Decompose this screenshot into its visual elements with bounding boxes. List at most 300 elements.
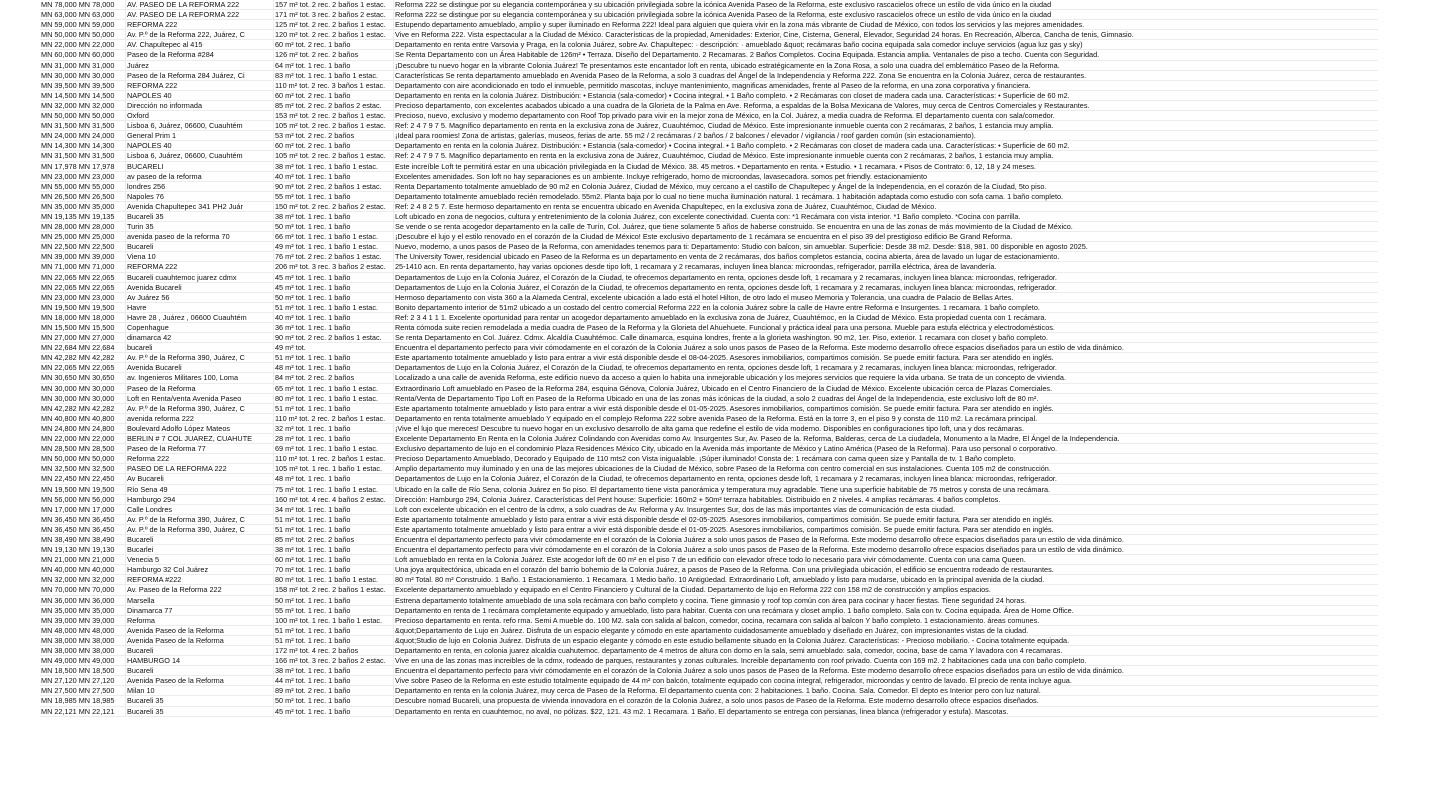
description-cell[interactable]: Precioso, nuevo, exclusivo y moderno departamento con Roof Top privado para vivir en la mejor zona de México, en la Col. Juárez, a media cuadra de Reforma. El departamento cuenta con sala/comedor. bbox=[395, 111, 1055, 121]
price-cell[interactable]: MN 19,500 MN 19,500 bbox=[40, 485, 126, 495]
table-row[interactable] bbox=[40, 151, 1378, 161]
address-cell[interactable]: Havre bbox=[126, 303, 274, 313]
price-cell[interactable]: MN 19,130 MN 19,130 bbox=[40, 545, 126, 555]
address-cell[interactable]: Bucareli bbox=[126, 666, 274, 676]
price-cell[interactable]: MN 23,000 MN 23,000 bbox=[40, 172, 126, 182]
table-row[interactable] bbox=[40, 686, 1378, 696]
address-cell[interactable]: Av. Paseo de la Reforma 222 bbox=[126, 585, 274, 595]
table-row[interactable] bbox=[40, 656, 1378, 666]
table-row[interactable] bbox=[40, 616, 1378, 626]
table-row[interactable] bbox=[40, 313, 1378, 323]
price-cell[interactable]: MN 22,500 MN 22,500 bbox=[40, 242, 126, 252]
price-cell[interactable]: MN 14,300 MN 14,300 bbox=[40, 141, 126, 151]
description-cell[interactable]: Encuentra el departamento perfecto para vivir cómodamente en el corazón de la Colonia Juárez a solo unos pasos de Paseo de la Reforma. Este moderno desarrollo ofrece espacios diseñados para un estilo de vida dinámico. bbox=[395, 343, 1124, 353]
price-cell[interactable]: MN 50,000 MN 50,000 bbox=[40, 454, 126, 464]
description-cell[interactable]: Precioso departamento, con excelentes acabados ubicado a una cuadra de la Glorieta de la Palma en Ave. Reforma, a espaldas de la Bolsa Mexicana de Valores, muy cerca de Centros Comerciales y Restaurantes. bbox=[395, 100, 1090, 110]
price-cell[interactable]: MN 22,121 MN 22,121 bbox=[40, 707, 126, 717]
description-cell[interactable]: ¡Vive el lujo que mereces! Descubre tu nuevo hogar en un exclusivo desarrollo de alta gama que redefine el estilo de vida moderno. Disponibles en configuraciones tipo loft, una y dos recámaras. bbox=[395, 423, 1024, 433]
description-cell[interactable]: Este apartamento totalmente amueblado y listo para entrar a vivir está disponible desde el 01-05-2025. Asesores inmobiliarios, compartimos comisión. Se puede emitir factura. Para ser atendido en inglés. bbox=[395, 524, 1054, 534]
price-cell[interactable]: MN 30,000 MN 30,000 bbox=[40, 394, 126, 404]
table-row[interactable] bbox=[40, 222, 1378, 232]
description-cell[interactable]: Características Se renta departamento amueblado en Avenida Paseo de la Reforma, a solo 3 cuadras del Ángel de la Independencia y Reforma 222. Zona Se encuentra en la Colonia Juárez, cerca de restaurantes. bbox=[395, 70, 1087, 80]
table-row[interactable] bbox=[40, 424, 1378, 434]
price-cell[interactable]: MN 49,000 MN 49,000 bbox=[40, 656, 126, 666]
price-cell[interactable]: MN 50,000 MN 50,000 bbox=[40, 111, 126, 121]
address-cell[interactable]: REFORMA 222 bbox=[126, 262, 274, 272]
address-cell[interactable]: NAPOLES 40 bbox=[126, 91, 274, 101]
specs-cell[interactable]: 48 m² tot. 1 rec. 1 baño bbox=[274, 474, 394, 484]
description-cell[interactable]: Loft ubicado en zona de negocios, cultura y entretenimiento de la colonia Juárez, con excelente conectividad. Cuenta con: *1 Recámara con vista interior. *1 Baño completo. *Cocina con parrilla. bbox=[395, 211, 1021, 221]
price-cell[interactable]: MN 17,978 MN 17,978 bbox=[40, 162, 126, 172]
description-cell[interactable]: Hermoso departamento con vista 360 a la Alameda Central, excelente ubicación a lado está el hotel Hilton, de otro lado el museo Memoria y Tolerancia, una cuadra de Palacio de Bellas Artes. bbox=[395, 292, 1014, 302]
price-cell[interactable]: MN 18,000 MN 18,000 bbox=[40, 313, 126, 323]
specs-cell[interactable]: 76 m² tot. 2 rec. 2 baños 1 estac. bbox=[274, 252, 394, 262]
specs-cell[interactable]: 80 m² tot. 1 rec. 1 baño 1 estac. bbox=[274, 394, 394, 404]
price-cell[interactable]: MN 14,500 MN 14,500 bbox=[40, 91, 126, 101]
price-cell[interactable]: MN 23,000 MN 23,000 bbox=[40, 293, 126, 303]
description-cell[interactable]: Ref: 2 4 7 9 7 5. Magnífico departamento en renta en la exclusiva zona de Juárez, Cuauhtémoc, Ciudad de México. Este impresionante inmueble cuenta con 2 recámaras, 2 baños, 1 estancia muy amplia. bbox=[395, 151, 1054, 161]
address-cell[interactable]: Copenhague bbox=[126, 323, 274, 333]
price-cell[interactable]: MN 21,000 MN 21,000 bbox=[40, 555, 126, 565]
address-cell[interactable]: av. Ingenieros Militares 100, Loma bbox=[126, 373, 274, 383]
price-cell[interactable]: MN 40,800 MN 40,800 bbox=[40, 414, 126, 424]
table-row[interactable] bbox=[40, 303, 1378, 313]
table-row[interactable] bbox=[40, 404, 1378, 414]
table-row[interactable] bbox=[40, 10, 1378, 20]
specs-cell[interactable]: 90 m² tot. 2 rec. 2 baños 1 estac. bbox=[274, 333, 394, 343]
price-cell[interactable]: MN 18,985 MN 18,985 bbox=[40, 696, 126, 706]
specs-cell[interactable]: 48 m² tot. 1 rec. 1 baño bbox=[274, 363, 394, 373]
specs-cell[interactable]: 50 m² tot. 1 rec. 1 baño bbox=[274, 222, 394, 232]
description-cell[interactable]: Departamento en renta entre Varsovia y Praga, en la colonia Juárez, sobre Av. Chapultepec: · descripción: · amueblado &quot; recámaras baño cocina equipada sala comedor incluye servicios (agua luz gas y sky) bbox=[395, 40, 1083, 50]
description-cell[interactable]: ¡Descubre el lujo y el estilo renovado en el corazón de la Ciudad de México! Este exclusivo departamento de 1 recámara se encuentra en el piso 39 del prestigioso edificio Be Grand Reforma. bbox=[395, 232, 1013, 242]
price-cell[interactable]: MN 19,135 MN 19,135 bbox=[40, 212, 126, 222]
description-cell[interactable]: Departamento en renta en cuauhtemoc, no aval, no pólizas. $22, 121. 43 m2. 1 Recamara. 1 Baño. El departamento se entrega con persianas, linea blanca (refrigerador y estufa). Mascotas. bbox=[395, 706, 1009, 716]
table-row[interactable] bbox=[40, 172, 1378, 182]
specs-cell[interactable]: 45 m² tot. 1 rec. 1 baño bbox=[274, 273, 394, 283]
address-cell[interactable]: Av. P.º de la Reforma 390, Juárez, C bbox=[126, 515, 274, 525]
description-cell[interactable]: Vive sobre Paseo de la Reforma en este estudio totalmente equipado de 44 m² con balcón, totalmente equipado con cocina integral, refrigerador, microondas y centro de lavado. El precio de renta incluye agua. bbox=[395, 676, 1072, 686]
specs-cell[interactable]: 51 m² tot. 1 rec. 1 baño bbox=[274, 636, 394, 646]
table-row[interactable] bbox=[40, 131, 1378, 141]
address-cell[interactable]: Loft en Renta/venta Avenida Paseo bbox=[126, 394, 274, 404]
description-cell[interactable]: Encuentra el departamento perfecto para vivir cómodamente en el corazón de la Colonia Juárez a solo unos pasos de Paseo de la Reforma. Este moderno desarrollo ofrece espacios diseñados para un estilo de vida dinámico. bbox=[395, 545, 1124, 555]
description-cell[interactable]: Vive en Reforma 222. Vista espectacular a la Ciudad de México. Características de la propiedad, Amenidades: Exterior, Cine, Cisterna, General, Elevador, Seguridad 24 horas. En Recreación, Alberca, Cancha de tenis, Gimnasio. bbox=[395, 30, 1134, 40]
table-row[interactable] bbox=[40, 273, 1378, 283]
price-cell[interactable]: MN 31,500 MN 31,500 bbox=[40, 121, 126, 131]
address-cell[interactable]: londres 256 bbox=[126, 182, 274, 192]
description-cell[interactable]: Departamento en renta de 1 recámara completamente equipado y amueblado, listo para habitar. Cuenta con una recámara y closet amplio. 1 baño completo. Sala con tv. Cocina equipada. Área de Home Office. bbox=[395, 605, 1074, 615]
description-cell[interactable]: Se Renta Departamento con un Área Habitable de 126m² • Terraza. Diseño del Departamento. 2 Recamaras. 2 Baños Completos. Cocina Equipada. Estancia amplia. Ventanales de piso a techo. Cuenta con Seguridad. bbox=[395, 50, 1100, 60]
address-cell[interactable]: bucareli bbox=[126, 343, 274, 353]
price-cell[interactable]: MN 31,000 MN 31,000 bbox=[40, 61, 126, 71]
table-row[interactable] bbox=[40, 585, 1378, 595]
price-cell[interactable]: MN 27,120 MN 27,120 bbox=[40, 676, 126, 686]
table-row[interactable] bbox=[40, 525, 1378, 535]
table-row[interactable] bbox=[40, 262, 1378, 272]
table-row[interactable] bbox=[40, 676, 1378, 686]
description-cell[interactable]: Nuevo, moderno, a unos pasos de Paseo de la Reforma, con amenidades tenemos para ti: Departamento: Studio con balcon, sin amueblar. Superficie: Desde 38 m2. Desde: $18, 981. 00 disponible en agosto 2025. bbox=[395, 242, 1088, 252]
specs-cell[interactable]: 34 m² tot. 1 rec. 1 baño bbox=[274, 505, 394, 515]
specs-cell[interactable]: 40 m² tot. 1 rec. 1 baño bbox=[274, 313, 394, 323]
address-cell[interactable]: Turin 35 bbox=[126, 222, 274, 232]
table-row[interactable] bbox=[40, 40, 1378, 50]
table-row[interactable] bbox=[40, 0, 1378, 10]
price-cell[interactable]: MN 22,065 MN 22,065 bbox=[40, 283, 126, 293]
description-cell[interactable]: Amplio departamento muy iluminado y en una de las mejores ubicaciones de la Ciudad de México, sobre Paseo de la Reforma con centro comercial en sus instalaciones. Cuenta 105 m2 de construcción. bbox=[395, 464, 1051, 474]
table-row[interactable] bbox=[40, 515, 1378, 525]
address-cell[interactable]: Bucareli cuauhtemoc juarez cdmx bbox=[126, 273, 274, 283]
table-row[interactable] bbox=[40, 182, 1378, 192]
specs-cell[interactable]: 69 m² tot. 1 rec. 1 baño 1 estac. bbox=[274, 444, 394, 454]
price-cell[interactable]: MN 55,000 MN 55,000 bbox=[40, 182, 126, 192]
specs-cell[interactable]: 32 m² tot. 1 rec. 1 baño bbox=[274, 424, 394, 434]
address-cell[interactable]: Av Juárez 56 bbox=[126, 293, 274, 303]
address-cell[interactable]: NAPOLES 40 bbox=[126, 141, 274, 151]
address-cell[interactable]: Bucarlei bbox=[126, 545, 274, 555]
price-cell[interactable]: MN 32,500 MN 32,500 bbox=[40, 464, 126, 474]
description-cell[interactable]: Loft amueblado en renta en la Colonia Juárez. Este acogedor loft de 60 m² en el piso 7 de un edificio con elevador ofrece todo lo necesario para vivir cómodamente. Cuenta con una cama Queen. bbox=[395, 555, 1026, 565]
address-cell[interactable]: Bucareli bbox=[126, 242, 274, 252]
description-cell[interactable]: ¡Descubre tu nuevo hogar en la vibrante Colonia Juárez! Te presentamos este encantador loft en renta, ubicado estratégicamente en la Zona Rosa, a solo una cuadra del emblemático Paseo de la Reforma. bbox=[395, 60, 1060, 70]
address-cell[interactable]: Avenida Bucareli bbox=[126, 363, 274, 373]
specs-cell[interactable]: 38 m² tot. 1 rec. 1 baño bbox=[274, 666, 394, 676]
price-cell[interactable]: MN 63,000 MN 63,000 bbox=[40, 10, 126, 20]
description-cell[interactable]: Renta cómoda suite recien remodelada a media cuadra de Paseo de la Reforma y la Glorieta del Ahuehuete. Funcional y práctica ideal para una persona. Mueble para estufa eléctrica y electrodomésticos. bbox=[395, 323, 1055, 332]
specs-cell[interactable]: 66 m² tot. 1 rec. 1 baño 1 estac. bbox=[274, 232, 394, 242]
price-cell[interactable]: MN 42,282 MN 42,282 bbox=[40, 404, 126, 414]
price-cell[interactable]: MN 30,000 MN 30,000 bbox=[40, 384, 126, 394]
price-cell[interactable]: MN 40,000 MN 40,000 bbox=[40, 565, 126, 575]
specs-cell[interactable]: 45 m² tot. 1 rec. 1 baño bbox=[274, 283, 394, 293]
price-cell[interactable]: MN 78,000 MN 78,000 bbox=[40, 0, 126, 10]
address-cell[interactable]: Avenida Paseo de la Reforma bbox=[126, 676, 274, 686]
address-cell[interactable]: AV. PASEO DE LA REFORMA 222 bbox=[126, 10, 274, 20]
table-row[interactable] bbox=[40, 495, 1378, 505]
price-cell[interactable]: MN 36,450 MN 36,450 bbox=[40, 525, 126, 535]
table-row[interactable] bbox=[40, 30, 1378, 40]
specs-cell[interactable]: 55 m² tot. 1 rec. 1 baño bbox=[274, 192, 394, 202]
description-cell[interactable]: Loft con excelente ubicación en el centro de la cdmx, a solo cuadras de Av. Reforma y Av. Insurgentes Sur, dos de las más importantes vías de comunicación de esta ciudad. bbox=[395, 504, 956, 514]
specs-cell[interactable]: 75 m² tot. 1 rec. 1 baño 1 estac. bbox=[274, 485, 394, 495]
table-row[interactable] bbox=[40, 626, 1378, 636]
table-row[interactable] bbox=[40, 111, 1378, 121]
description-cell[interactable]: Exclusivo departamento de lujo en el condominio Plaza Residences México City, ubicado en la Avenida más importante de México y Latino América (Paseo de la Reforma). Para uso personal o corporativo. bbox=[395, 444, 1058, 454]
specs-cell[interactable]: 120 m² tot. 2 rec. 2 baños 1 estac. bbox=[274, 30, 394, 40]
address-cell[interactable]: Paseo de la Reforma bbox=[126, 384, 274, 394]
description-cell[interactable]: &quot;Studio de lujo en Colonia Juárez. Disfruta de un espacio elegante y cómodo en este estudio bellamente situado en la Colonia Juárez. Características: - Precioso mobiliario. - Cocina totalmente equipada. bbox=[395, 635, 1070, 645]
specs-cell[interactable]: 110 m² tot. 1 rec. 2 baños 1 estac. bbox=[274, 454, 394, 464]
table-row[interactable] bbox=[40, 373, 1378, 383]
price-cell[interactable]: MN 22,000 MN 22,000 bbox=[40, 40, 126, 50]
address-cell[interactable]: avenida reforma 222 bbox=[126, 414, 274, 424]
table-row[interactable] bbox=[40, 434, 1378, 444]
address-cell[interactable]: Reforma bbox=[126, 616, 274, 626]
price-cell[interactable]: MN 26,500 MN 26,500 bbox=[40, 192, 126, 202]
specs-cell[interactable]: 160 m² tot. 4 rec. 4 baños 2 estac. bbox=[274, 495, 394, 505]
description-cell[interactable]: Este increíble Loft te permitirá estar en una ubicación privilegiada en la Ciudad de México. 38. 45 metros. • Departamento en renta. • Estudio. • 1 recamara. • Pisos de Contrato: 6, 12, 18 y 24 meses. bbox=[395, 161, 1036, 171]
table-row[interactable] bbox=[40, 242, 1378, 252]
specs-cell[interactable]: 110 m² tot. 2 rec. 3 baños 1 estac. bbox=[274, 81, 394, 91]
address-cell[interactable]: Dirección no informada bbox=[126, 101, 274, 111]
table-row[interactable] bbox=[40, 485, 1378, 495]
price-cell[interactable]: MN 59,000 MN 59,000 bbox=[40, 20, 126, 30]
table-row[interactable] bbox=[40, 696, 1378, 706]
address-cell[interactable]: Juárez bbox=[126, 61, 274, 71]
specs-cell[interactable]: 125 m² tot. 2 rec. 2 baños 1 estac. bbox=[274, 20, 394, 30]
price-cell[interactable]: MN 71,000 MN 71,000 bbox=[40, 262, 126, 272]
price-cell[interactable]: MN 56,000 MN 56,000 bbox=[40, 495, 126, 505]
price-cell[interactable]: MN 35,000 MN 35,000 bbox=[40, 202, 126, 212]
price-cell[interactable]: MN 27,500 MN 27,500 bbox=[40, 686, 126, 696]
specs-cell[interactable]: 60 m² tot. 2 rec. 1 baño bbox=[274, 40, 394, 50]
table-row[interactable] bbox=[40, 666, 1378, 676]
table-row[interactable] bbox=[40, 20, 1378, 30]
table-row[interactable] bbox=[40, 141, 1378, 151]
specs-cell[interactable]: 166 m² tot. 3 rec. 2 baños 2 estac. bbox=[274, 656, 394, 666]
address-cell[interactable]: Av. P.º de la Reforma 390, Juárez, C bbox=[126, 353, 274, 363]
address-cell[interactable]: Lisboa 6, Juárez, 06600, Cuauhtém bbox=[126, 121, 274, 131]
specs-cell[interactable]: 44 m² tot. 1 rec. 1 baño bbox=[274, 676, 394, 686]
address-cell[interactable]: Av Bucareli bbox=[126, 474, 274, 484]
address-cell[interactable]: General Prim 1 bbox=[126, 131, 274, 141]
description-cell[interactable]: Descubre nomad Bucareli, una propuesta de vivienda innovadora en el corazón de la Colonia Juárez, a solo unos pasos de Paseo de la Reforma. Este moderno desarrollo ofrece espacios diseñados. bbox=[395, 696, 1039, 706]
table-row[interactable] bbox=[40, 192, 1378, 202]
price-cell[interactable]: MN 22,450 MN 22,450 bbox=[40, 474, 126, 484]
price-cell[interactable]: MN 35,000 MN 35,000 bbox=[40, 606, 126, 616]
price-cell[interactable]: MN 15,500 MN 15,500 bbox=[40, 323, 126, 333]
description-cell[interactable]: Este apartamento totalmente amueblado y listo para entrar a vivir está disponible desde el 02-05-2025. Asesores inmobiliarios, compartimos comisión. Se puede emitir factura. Para ser atendido en inglés. bbox=[395, 514, 1054, 524]
price-cell[interactable]: MN 28,500 MN 28,500 bbox=[40, 444, 126, 454]
specs-cell[interactable]: 60 m² tot. 1 rec. 1 baño bbox=[274, 555, 394, 565]
address-cell[interactable]: Venecia 5 bbox=[126, 555, 274, 565]
description-cell[interactable]: Una joya arquitectónica, ubicada en el corazón del barrio bohemio de la Colonia Juárez, a pasos de Paseo de la Reforma. Con una privilegiada ubicación, el edificio se encuentra rodeado de restaurantes. bbox=[395, 565, 1054, 575]
specs-cell[interactable]: 50 m² tot. 1 rec. 1 baño bbox=[274, 696, 394, 706]
table-row[interactable] bbox=[40, 323, 1378, 333]
price-cell[interactable]: MN 38,000 MN 38,000 bbox=[40, 646, 126, 656]
description-cell[interactable]: 25-1410 acn. En renta departamento, hay varias opciones desde tipo loft, 1 recamara y 2 recamaras, incluyen linea blanca: microondas, refrigerador, parrilla eléctrica, área de lavandería. bbox=[395, 262, 997, 272]
address-cell[interactable]: Hamburgo 32 Col Juárez bbox=[126, 565, 274, 575]
address-cell[interactable]: BUCARELI bbox=[126, 162, 274, 172]
specs-cell[interactable]: 51 m² tot. 1 rec. 1 baño bbox=[274, 353, 394, 363]
description-cell[interactable]: Ref: 2 3 4 1 1 1. Excelente oportunidad para rentar un acogedor departamento amueblado en la exclusiva zona de Juárez, Cuauhtémoc, en la Ciudad de México. Esta propiedad cuenta con 1 recámara. bbox=[395, 312, 1047, 322]
address-cell[interactable]: Bucareli bbox=[126, 535, 274, 545]
price-cell[interactable]: MN 31,500 MN 31,500 bbox=[40, 151, 126, 161]
specs-cell[interactable]: 36 m² tot. 1 rec. 1 baño bbox=[274, 323, 394, 333]
table-row[interactable] bbox=[40, 293, 1378, 303]
description-cell[interactable]: Departamentos de Lujo en la Colonia Juárez, el Corazón de la Ciudad, te ofrecemos departamento en renta, opciones desde loft, 1 recamara y 2 recamaras, incluyen linea blanca: microondas, refrigerador. bbox=[395, 272, 1057, 282]
address-cell[interactable]: Avenida Bucareli bbox=[126, 283, 274, 293]
specs-cell[interactable]: 51 m² tot. 1 rec. 1 baño bbox=[274, 404, 394, 414]
price-cell[interactable]: MN 38,000 MN 38,000 bbox=[40, 636, 126, 646]
specs-cell[interactable]: 105 m² tot. 2 rec. 2 baños 1 estac. bbox=[274, 151, 394, 161]
address-cell[interactable]: BERLIN # 7 COL JUAREZ, CUAHUTE bbox=[126, 434, 274, 444]
table-row[interactable] bbox=[40, 343, 1378, 353]
table-row[interactable] bbox=[40, 212, 1378, 222]
price-cell[interactable]: MN 22,065 MN 22,065 bbox=[40, 363, 126, 373]
table-row[interactable] bbox=[40, 81, 1378, 91]
description-cell[interactable]: Encuentra el departamento perfecto para vivir cómodamente en el corazón de la Colonia Juárez a solo unos pasos de Paseo de la Reforma. Este moderno desarrollo ofrece espacios diseñados para un estilo de vida dinámico. bbox=[395, 534, 1124, 544]
price-cell[interactable]: MN 38,490 MN 38,490 bbox=[40, 535, 126, 545]
table-row[interactable] bbox=[40, 363, 1378, 373]
description-cell[interactable]: Localizado a una calle de avenida Reforma, este edificio nuevo da acceso a quien lo habita una inmejorable ubicación y los mejores servicios que requiere la vida urbana. Se trata de un concepto de vivienda. bbox=[395, 373, 1066, 383]
price-cell[interactable]: MN 39,500 MN 39,500 bbox=[40, 81, 126, 91]
description-cell[interactable]: &quot;Departamento de Lujo en Juárez. Disfruta de un espacio elegante y cómodo en este apartamento cuidadosamente amueblado y diseñado en Juárez, con impresionantes vistas de la ciudad. bbox=[395, 625, 1029, 635]
description-cell[interactable]: Ref: 2 4 7 9 7 5. Magnífico departamento en renta en la exclusiva zona de Juárez, Cuauhtémoc, Ciudad de México. Este impresionante inmueble cuenta con 2 recámaras, 2 baños, 1 estancia muy amplia. bbox=[395, 121, 1054, 131]
description-cell[interactable]: Excelentes amenidades. Son loft no hay separaciones es un ambiente. Incluye refrigerado, horno de microondas, lavasecadora. somos pet friendly. estacionamiento bbox=[395, 171, 928, 181]
specs-cell[interactable]: 80 m² tot. 1 rec. 1 baño 1 estac. bbox=[274, 575, 394, 585]
description-cell[interactable]: Se renta Departamento en Col. Juárez. Cdmx. Alcaldía Cuauhtémoc. Calle dinamarca, esquina londres, frente a la glorieta washington. 90 m2, 1er. Piso, exterior. 1 recamara con closet y baño completo. bbox=[395, 333, 1049, 343]
table-row[interactable] bbox=[40, 50, 1378, 60]
specs-cell[interactable]: 172 m² tot. 4 rec. 2 baños bbox=[274, 646, 394, 656]
description-cell[interactable]: Precioso departamento en renta. refo rma. Semi A mueble do. 100 M2. sala con salida al balcon, comedor, cocina, recamara con salida al balcon Y baño completo. 1 estacionamiento. áreas comunes. bbox=[395, 615, 1040, 625]
address-cell[interactable]: Milan 10 bbox=[126, 686, 274, 696]
price-cell[interactable]: MN 18,500 MN 18,500 bbox=[40, 666, 126, 676]
specs-cell[interactable]: 49 m² tot. bbox=[274, 343, 394, 353]
table-row[interactable] bbox=[40, 555, 1378, 565]
price-cell[interactable]: MN 39,000 MN 39,000 bbox=[40, 616, 126, 626]
price-cell[interactable]: MN 22,000 MN 22,000 bbox=[40, 434, 126, 444]
price-cell[interactable]: MN 60,000 MN 60,000 bbox=[40, 50, 126, 60]
description-cell[interactable]: Ref: 2 4 8 2 5 7. Este hermoso departamento en renta se encuentra ubicado en Avenida Chapultepec, en la exclusiva zona de Juárez, Cuauhtémoc, Ciudad de México. bbox=[395, 201, 937, 211]
address-cell[interactable]: Bucareli bbox=[126, 646, 274, 656]
specs-cell[interactable]: 45 m² tot. 1 rec. 1 baño bbox=[274, 707, 394, 717]
specs-cell[interactable]: 89 m² tot. 2 rec. 1 baño bbox=[274, 686, 394, 696]
description-cell[interactable]: Ubicado en la calle de Río Sena, colonia Juárez en 5o piso. El departamento tiene vista panorámica y temperatura muy agradable. Tiene una superficie habitable de 75 metros y consta de una recámara. bbox=[395, 484, 1051, 494]
description-cell[interactable]: Departamentos de Lujo en la Colonia Juárez, el Corazón de la Ciudad, te ofrecemos departamento en renta, opciones desde loft, 1 recamara y 2 recamaras, incluyen linea blanca: microondas, refrigerador. bbox=[395, 282, 1057, 292]
table-row[interactable] bbox=[40, 333, 1378, 343]
table-row[interactable] bbox=[40, 444, 1378, 454]
description-cell[interactable]: Departamento con aire acondicionado en todo el inmueble, permitido mascotas, incluye mantenimiento, magnificas amenidades, frente al Paseo de la reforma, en una zona corporativa y financiera. bbox=[395, 80, 1031, 90]
price-cell[interactable]: MN 30,000 MN 30,000 bbox=[40, 71, 126, 81]
table-row[interactable] bbox=[40, 474, 1378, 484]
address-cell[interactable]: Avenida Chapultepec 341 PH2 Juár bbox=[126, 202, 274, 212]
specs-cell[interactable]: 110 m² tot. 2 rec. 2 baños 1 estac. bbox=[274, 414, 394, 424]
specs-cell[interactable]: 206 m² tot. 3 rec. 3 baños 2 estac. bbox=[274, 262, 394, 272]
address-cell[interactable]: Bucareli 35 bbox=[126, 707, 274, 717]
price-cell[interactable]: MN 17,000 MN 17,000 bbox=[40, 505, 126, 515]
table-row[interactable] bbox=[40, 454, 1378, 464]
specs-cell[interactable]: 51 m² tot. 1 rec. 1 baño bbox=[274, 626, 394, 636]
price-cell[interactable]: MN 32,000 MN 32,000 bbox=[40, 101, 126, 111]
address-cell[interactable]: Marsella bbox=[126, 596, 274, 606]
description-cell[interactable]: Reforma 222 se distingue por su elegancia contemporánea y su ubicación privilegiada sobre la icónica Avenida Paseo de la Reforma, este exclusivo rascacielos ofrece un estilo de vida único en la ciudad bbox=[395, 10, 1052, 20]
specs-cell[interactable]: 28 m² tot. 1 rec. 1 baño bbox=[274, 434, 394, 444]
price-cell[interactable]: MN 22,065 MN 22,065 bbox=[40, 273, 126, 283]
price-cell[interactable]: MN 24,000 MN 24,000 bbox=[40, 131, 126, 141]
table-row[interactable] bbox=[40, 202, 1378, 212]
description-cell[interactable]: Vive en una de las zonas mas increibles de la cdmx, rodeado de parques, restaurantes y zonas culturales. Increible departamento con roof privado. Cuenta con 169 m2. 2 habitaciones cada una con baño completo. bbox=[395, 656, 1087, 666]
address-cell[interactable]: AV. PASEO DE LA REFORMA 222 bbox=[126, 0, 274, 10]
description-cell[interactable]: Este apartamento totalmente amueblado y listo para entrar a vivir está disponible desde el 01-05-2025. Asesores inmobiliarios, compartimos comisión. Se puede emitir factura. Para ser atendido en inglés. bbox=[395, 403, 1054, 413]
table-row[interactable] bbox=[40, 384, 1378, 394]
address-cell[interactable]: Boulevard Adolfo López Mateos bbox=[126, 424, 274, 434]
specs-cell[interactable]: 105 m² tot. 2 rec. 2 baños 1 estac. bbox=[274, 121, 394, 131]
table-row[interactable] bbox=[40, 646, 1378, 656]
table-row[interactable] bbox=[40, 101, 1378, 111]
description-cell[interactable]: 80 m² Total. 80 m² Construido. 1 Baño. 1 Estacionamiento. 1 Recamara. 1 Medio baño. 10 Antigüedad. Extraordinario Loft, amueblado y listo para mudarse, ubicado en la principal avenida de la ciudad. bbox=[395, 575, 1045, 585]
address-cell[interactable]: Av. P.º de la Reforma 222, Juárez, C bbox=[126, 30, 274, 40]
description-cell[interactable]: Encuentra el departamento perfecto para vivir cómodamente en el corazón de la Colonia Juárez a solo unos pasos de Paseo de la Reforma. Este moderno desarrollo ofrece espacios diseñados para un estilo de vida dinámico. bbox=[395, 666, 1124, 676]
description-cell[interactable]: Renta Departamento totalmente amueblado de 90 m2 en Colonia Juárez, Ciudad de México, muy cercano a el castillo de Chapultepec y Ángel de la Independencia, en el corazón de la Ciudad, 5to piso. bbox=[395, 181, 1047, 191]
table-row[interactable] bbox=[40, 505, 1378, 515]
table-row[interactable] bbox=[40, 283, 1378, 293]
address-cell[interactable]: Paseo de la Reforma 77 bbox=[126, 444, 274, 454]
specs-cell[interactable]: 171 m² tot. 3 rec. 2 baños 2 estac. bbox=[274, 10, 394, 20]
price-cell[interactable]: MN 32,000 MN 32,000 bbox=[40, 575, 126, 585]
specs-cell[interactable]: 84 m² tot. 2 rec. 2 baños bbox=[274, 373, 394, 383]
description-cell[interactable]: Departamento en renta totalmente amueblado Y equipado en el complejo Reforma 222 sobre avenida Paseo de la Reforma. Está en la torre 3, en el piso 9 y consta de 110 m2. La recámara principal. bbox=[395, 413, 1038, 423]
specs-cell[interactable]: 64 m² tot. 1 rec. 1 baño bbox=[274, 61, 394, 71]
description-cell[interactable]: Extraordinario Loft amueblado en Paseo de la Reforma 284, esquina Génova, Colonia Juárez, Ubicado en el Centro Financiero de la Ciudad de México. Excelente ubicación cerca de Plazas Comerciales. bbox=[395, 383, 1053, 393]
specs-cell[interactable]: 83 m² tot. 1 rec. 1 baño 1 estac. bbox=[274, 71, 394, 81]
description-cell[interactable]: Departamento totalmente amueblado recién remodelado. 55m2. Planta baja por lo cual no tiene mucha iluminación natural. 1 recámara. 1 habitación adaptada como estudio con sofa cama. 1 baño completo. bbox=[395, 191, 1064, 201]
specs-cell[interactable]: 55 m² tot. 1 rec. 1 baño bbox=[274, 606, 394, 616]
table-row[interactable] bbox=[40, 71, 1378, 81]
address-cell[interactable]: av paseo de la reforma bbox=[126, 172, 274, 182]
table-row[interactable] bbox=[40, 353, 1378, 363]
description-cell[interactable]: Departamento en renta en la colonia Juárez. Distribución: • Estancia (sala-comedor) • Cocina integral. • 1 Baño completo. • 2 Recámaras con closet de madera cada una. Características: • Superficie de 60 m2. bbox=[395, 141, 1070, 151]
address-cell[interactable]: Paseo de la Reforma 284 Juárez, Ci bbox=[126, 71, 274, 81]
address-cell[interactable]: Reforma 222 bbox=[126, 454, 274, 464]
price-cell[interactable]: MN 28,000 MN 28,000 bbox=[40, 222, 126, 232]
specs-cell[interactable]: 51 m² tot. 1 rec. 1 baño bbox=[274, 515, 394, 525]
description-cell[interactable]: Departamento en renta en la colonia Juárez. Distribución: • Estancia (sala-comedor) • Cocina integral. • 1 Baño completo. • 2 Recámaras con closet de madera cada una. Características: • Superficie de 60 m2. bbox=[395, 90, 1070, 100]
address-cell[interactable]: Avenida Paseo de la Reforma bbox=[126, 626, 274, 636]
table-row[interactable] bbox=[40, 252, 1378, 262]
price-cell[interactable]: MN 24,800 MN 24,800 bbox=[40, 424, 126, 434]
specs-cell[interactable]: 53 m² tot. 2 rec. 2 baños bbox=[274, 131, 394, 141]
description-cell[interactable]: Departamentos de Lujo en la Colonia Juárez, el Corazón de la Ciudad, te ofrecemos departamento en renta, opciones desde loft, 1 recamara y 2 recamaras, incluyen linea blanca: microondas, refrigerador. bbox=[395, 474, 1057, 484]
table-row[interactable] bbox=[40, 121, 1378, 131]
description-cell[interactable]: The University Tower, residencial ubicado en Paseo de la Reforma es un departamento en venta de 2 recámaras, dos baños completos estancia, cocina abierta, área de lavado un lugar de estacionamiento. bbox=[395, 252, 1060, 262]
specs-cell[interactable]: 90 m² tot. 2 rec. 2 baños 1 estac. bbox=[274, 182, 394, 192]
address-cell[interactable]: dinamarca 42 bbox=[126, 333, 274, 343]
description-cell[interactable]: Se vende o se renta acogedor departamento en la calle de Turín, Col. Juárez, que tiene solamente 5 años de haberse construido. Se encuentra en una de las zonas de más movimiento de la Ciudad de México. bbox=[395, 222, 1073, 232]
description-cell[interactable]: Precioso Departamento Amueblado, Decorado y Equipado de 110 mts2 con Vista inigualable. ¡Súper iluminado! Consta de: 1 recámara con cama queen size y Pantalla de tv. 1 Baño completo. bbox=[395, 454, 1016, 464]
table-row[interactable] bbox=[40, 565, 1378, 575]
price-cell[interactable]: MN 39,000 MN 39,000 bbox=[40, 252, 126, 262]
table-row[interactable] bbox=[40, 606, 1378, 616]
price-cell[interactable]: MN 48,000 MN 48,000 bbox=[40, 626, 126, 636]
address-cell[interactable]: REFORMA #222 bbox=[126, 575, 274, 585]
specs-cell[interactable]: 49 m² tot. 1 rec. 1 baño 1 estac. bbox=[274, 242, 394, 252]
description-cell[interactable]: Reforma 222 se distingue por su elegancia contemporánea y su ubicación privilegiada sobre la icónica Avenida Paseo de la Reforma, este exclusivo rascacielos ofrece un estilo de vida único en la ciudad bbox=[395, 0, 1052, 9]
specs-cell[interactable]: 100 m² tot. 1 rec. 1 baño 1 estac. bbox=[274, 616, 394, 626]
description-cell[interactable]: Departamento en renta en la colonia Juárez, muy cerca de Paseo de la Reforma. El departamento cuenta con: 2 habitaciones. 1 baño. Cocina. Sala. Comedor. El depto es Interior pero con luz natural. bbox=[395, 686, 1041, 696]
specs-cell[interactable]: 51 m² tot. 1 rec. 1 baño bbox=[274, 525, 394, 535]
address-cell[interactable]: Havre 28 , Juárez , 06600 Cuauhtém bbox=[126, 313, 274, 323]
address-cell[interactable]: Bucareli 35 bbox=[126, 212, 274, 222]
description-cell[interactable]: Dirección: Hamburgo 294, Colonia Juárez. Características del Pent house: Superficie: 160m2 + 50m² terraza habitables. Distribuido en 2 niveles. 4 amplias recámaras. 4 baños completos. bbox=[395, 494, 1001, 504]
description-cell[interactable]: Excelente departamento amueblado y equipado en el Centro Financiero y Cultural de la Ciudad. Departamento de lujo en Reforma 222 con 158 m2 de construcción y amplios espacios. bbox=[395, 585, 991, 595]
description-cell[interactable]: Este apartamento totalmente amueblado y listo para entrar a vivir está disponible desde el 08-04-2025. Asesores inmobiliarios, compartimos comisión. Se puede emitir factura. Para ser atendido en inglés. bbox=[395, 353, 1054, 363]
specs-cell[interactable]: 38 m² tot. 1 rec. 1 baño bbox=[274, 545, 394, 555]
address-cell[interactable]: Bucareli 35 bbox=[126, 696, 274, 706]
address-cell[interactable]: Oxford bbox=[126, 111, 274, 121]
address-cell[interactable]: Viena 10 bbox=[126, 252, 274, 262]
address-cell[interactable]: Av. P.º de la Reforma 390, Juárez, C bbox=[126, 525, 274, 535]
address-cell[interactable]: Lisboa 6, Juárez, 06600, Cuauhtém bbox=[126, 151, 274, 161]
table-row[interactable] bbox=[40, 575, 1378, 585]
table-row[interactable] bbox=[40, 91, 1378, 101]
address-cell[interactable]: Paseo de la Reforma #284 bbox=[126, 50, 274, 60]
price-cell[interactable]: MN 50,000 MN 50,000 bbox=[40, 30, 126, 40]
table-row[interactable] bbox=[40, 414, 1378, 424]
price-cell[interactable]: MN 36,000 MN 36,000 bbox=[40, 596, 126, 606]
specs-cell[interactable]: 60 m² tot. 2 rec. 1 baño bbox=[274, 141, 394, 151]
specs-cell[interactable]: 105 m² tot. 1 rec. 1 baño 1 estac. bbox=[274, 464, 394, 474]
